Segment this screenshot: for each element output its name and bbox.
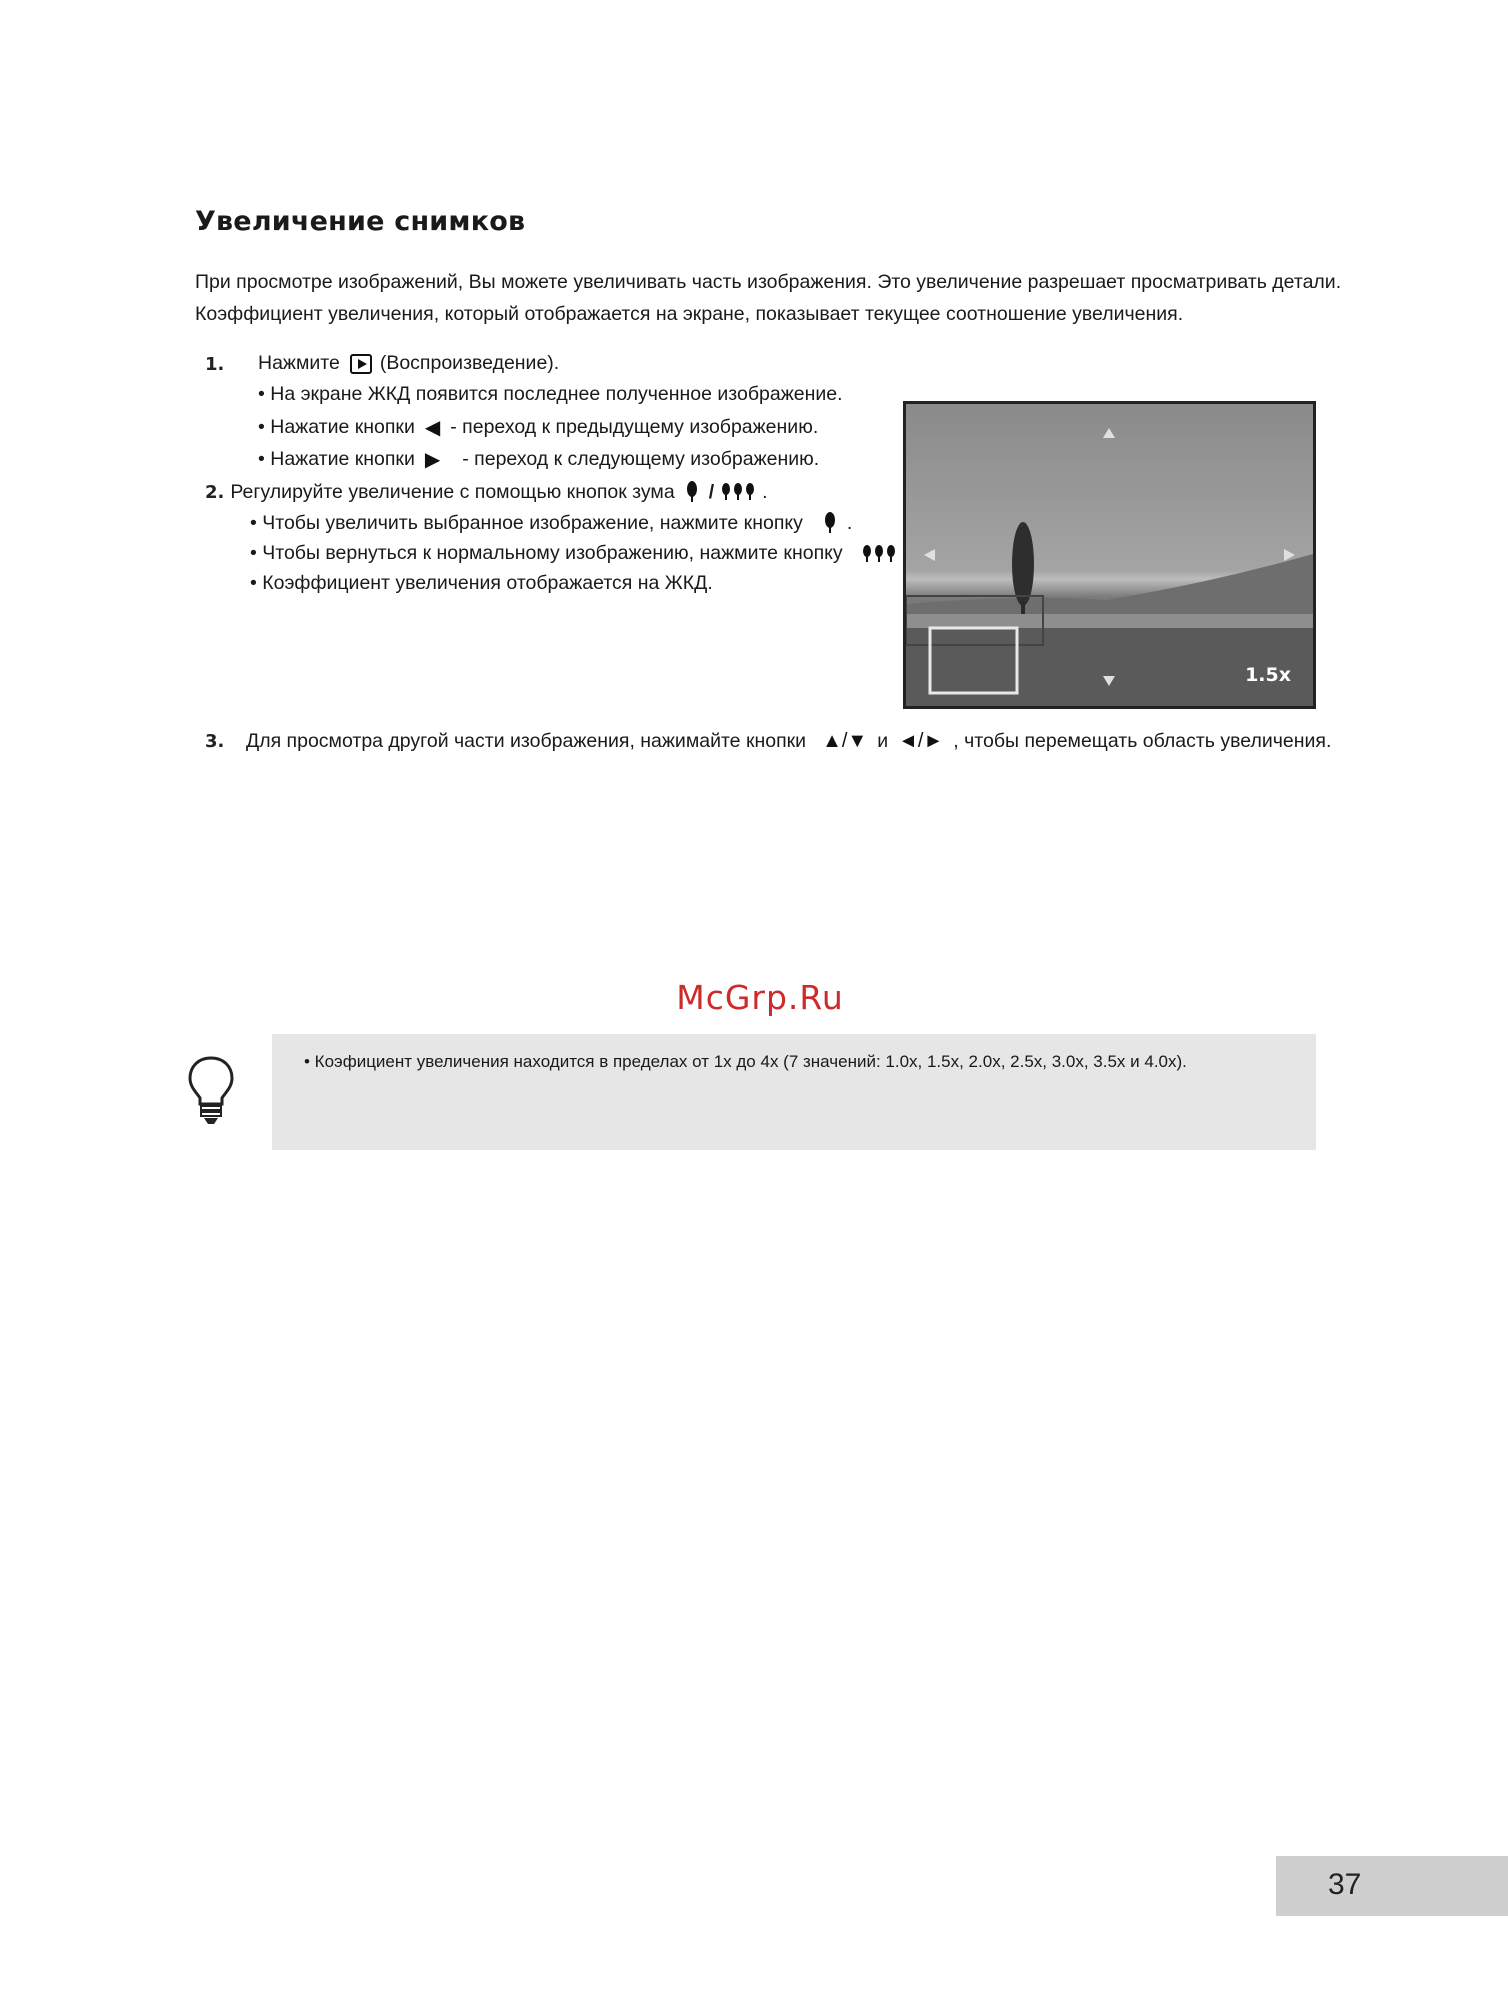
zoom-out-trees-icon <box>861 544 897 564</box>
page-number: 37 <box>1328 1868 1362 1901</box>
step-1-text-before: Нажмите <box>258 352 340 374</box>
lcd-hills <box>906 554 1313 619</box>
left-arrow-icon: ◀ <box>424 417 441 439</box>
step-1-bullet-3-end: - переход к следующему изображению. <box>462 448 820 470</box>
step-3-line <box>246 730 1331 753</box>
step-1-text-after: (Воспроизведение). <box>379 352 560 374</box>
step-2-bullet-2 <box>250 542 908 565</box>
lcd-left-arrow-icon <box>924 549 935 561</box>
lcd-zoom-ratio: 1.5x <box>1245 664 1291 686</box>
step-2-bullet-1 <box>250 511 852 535</box>
step-1-bullet-1: • На экране ЖКД появится последнее полученное изображение. <box>258 383 843 405</box>
step-2-bullet-1-text: • Чтобы увеличить выбранное изображение, нажмите кнопку <box>250 511 803 534</box>
zoom-in-tree-icon <box>819 511 841 535</box>
lcd-up-arrow-icon <box>1103 428 1115 438</box>
step-1-line <box>258 352 559 375</box>
zoom-out-trees-icon <box>720 482 756 502</box>
step-2-end: . <box>762 480 768 503</box>
step-1-bullet-2-end: - переход к предыдущему изображению. <box>450 416 819 438</box>
step-2-text: Регулируйте увеличение с помощью кнопок зума <box>230 480 675 503</box>
step-3-text-before: Для просмотра другой части изображения, нажимайте кнопки <box>246 730 807 752</box>
step-1-bullet-2 <box>258 415 818 440</box>
step-2-bullet-3: • Коэффициент увеличения отображается на ЖКД. <box>250 572 713 594</box>
step-3-text-after: , чтобы перемещать область увеличения. <box>953 730 1332 752</box>
step-1-bullet-3 <box>258 447 819 472</box>
step-1-number: 1. <box>205 354 225 375</box>
note-text: • Коэфициент увеличения находится в пределах от 1x до 4x (7 значений: 1.0x, 1.5x, 2.0x, 2.5x, 3.0x, 3.5x и 4.0x). <box>304 1052 1187 1071</box>
step-2-bullet-1-end: . <box>846 511 853 534</box>
step-1-bullet-3-text: • Нажатие кнопки <box>258 448 415 470</box>
playback-icon <box>350 354 372 374</box>
step-1-bullet-2-text: • Нажатие кнопки <box>258 416 415 438</box>
lightbulb-icon <box>186 1054 236 1126</box>
step-3-number: 3. <box>205 731 225 752</box>
lcd-preview-image <box>903 401 1316 709</box>
lcd-field-horizon <box>906 614 1313 628</box>
watermark: McGrp.Ru <box>676 978 844 1017</box>
lcd-right-arrow-icon <box>1284 549 1295 561</box>
right-arrow-icon: ▶ <box>424 449 441 471</box>
step-2-separator: / <box>708 480 715 503</box>
lcd-tree <box>1012 522 1034 606</box>
note-box <box>272 1034 1316 1150</box>
left-right-arrows-icon: ◄/► <box>898 730 944 752</box>
step-2-line <box>205 480 768 504</box>
step-2-bullet-2-text: • Чтобы вернуться к нормальному изображению, нажмите кнопку <box>250 542 843 564</box>
lcd-tree-trunk <box>1021 599 1025 614</box>
lcd-scene <box>906 404 1313 706</box>
step-3-and: и <box>877 730 889 752</box>
intro-paragraph: При просмотре изображений, Вы можете увеличивать часть изображения. Это увеличение разрешает просматривать детали. Коэффициент увеличения, который отображается на экране, показывает текущее соотношение увеличения. <box>195 271 1342 325</box>
up-down-arrows-icon: ▲/▼ <box>822 730 868 752</box>
page-number-box <box>1276 1856 1508 1916</box>
page-title: Увеличение снимков <box>195 206 526 237</box>
step-2-number: 2. <box>205 481 225 503</box>
zoom-in-tree-icon <box>681 480 703 504</box>
